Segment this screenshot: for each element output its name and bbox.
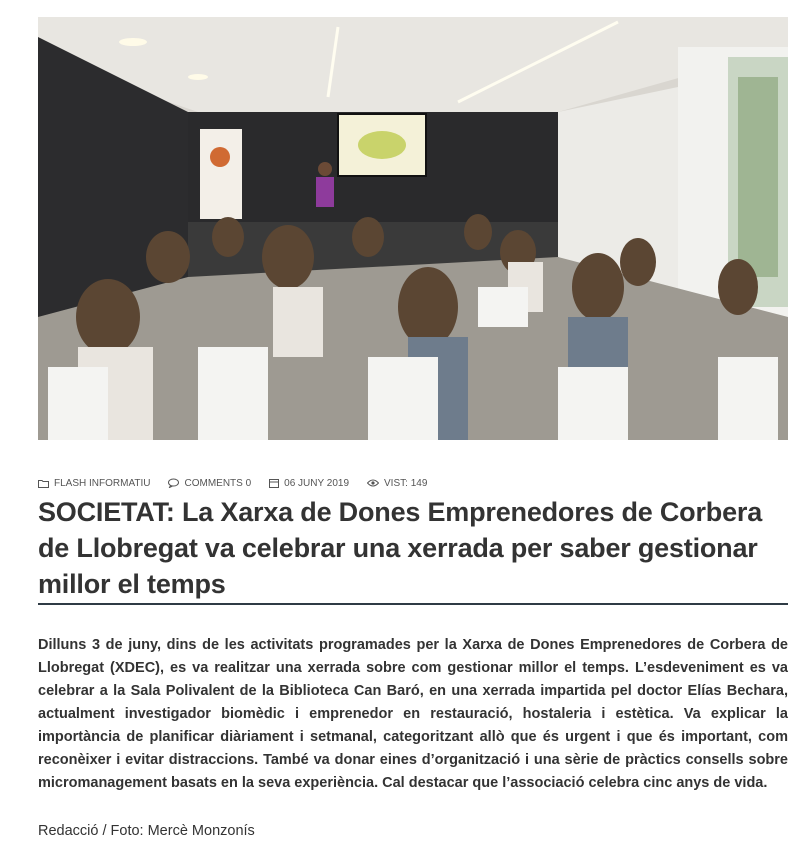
meta-date-label: 06 JUNY 2019 [284, 477, 350, 489]
meta-category[interactable] [38, 478, 150, 489]
meta-comments-label: COMMENTS 0 [184, 477, 252, 489]
meta-category-label: FLASH INFORMATIU [54, 477, 151, 489]
title-divider [38, 603, 788, 605]
article-meta [38, 476, 427, 490]
meta-views [367, 478, 427, 489]
article-title: SOCIETAT: La Xarxa de Dones Emprenedores de Corbera de Llobregat va celebrar una xerrada per saber gestionar millor el temps [38, 497, 763, 599]
eye-icon [367, 479, 379, 487]
meta-date [269, 478, 349, 489]
article-body: Dilluns 3 de juny, dins de les activitats programades per la Xarxa de Dones Emprenedores de Corbera de Llobregat (XDEC), es va realitzar una xerrada sobre com gestionar millor el temps. L’esdeveniment es va celebrar a la Sala Polivalent de la Biblioteca Can Baró, en una xerrada impartida pel doctor Elías Bechara, actualment investigador biomèdic i emprenedor en restauració, hostaleria i estètica. Va explicar la importància de planificar diàriament i setmanal, categoritzant allò que és urgent i que és important, com reconèixer i evitar distraccions. També va donar eines d’organització i una sèrie de pràctics consells sobre micromanagement basats en la seva experiència. Cal destacar que l’associació celebra cinc anys de vida. [38, 637, 788, 791]
calendar-icon [269, 478, 279, 488]
meta-comments[interactable] [168, 478, 251, 489]
comment-icon [168, 478, 179, 488]
article-photo[interactable] [38, 17, 788, 440]
folder-icon [38, 479, 49, 488]
article-credit: Redacció / Foto: Mercè Monzonís [38, 823, 255, 839]
meta-views-label: VIST: 149 [384, 477, 428, 489]
